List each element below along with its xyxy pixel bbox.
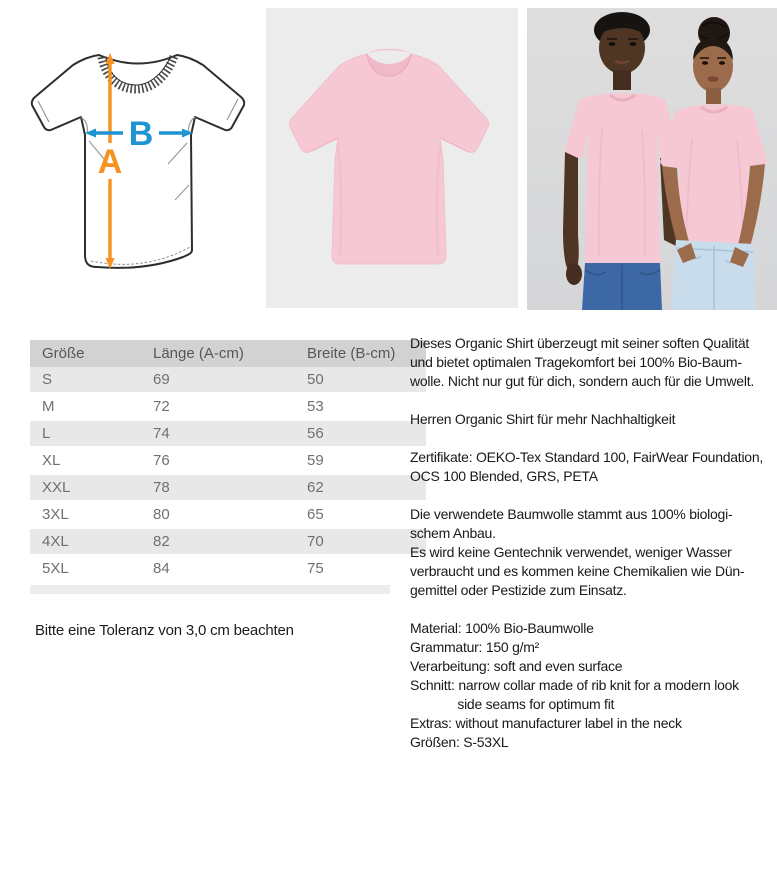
description-line: Die verwendete Baumwolle stammt aus 100% biologi-	[410, 506, 733, 522]
description-line: side seams for optimum fit	[410, 696, 615, 712]
description-line: schem Anbau.	[410, 525, 496, 541]
size-table-body	[30, 367, 426, 582]
length-cell: 72	[141, 393, 295, 420]
description-line: Größen: S-53XL	[410, 734, 509, 750]
male-eye-right	[630, 42, 637, 46]
size-row-4xl	[30, 528, 426, 555]
width-cell: 53	[295, 393, 426, 420]
description-paragraph	[410, 448, 777, 486]
size-cell: S	[30, 367, 141, 393]
size-cell: 3XL	[30, 501, 141, 528]
size-cell: XXL	[30, 474, 141, 501]
description-paragraph	[410, 505, 777, 600]
size-cell: M	[30, 393, 141, 420]
length-cell: 74	[141, 420, 295, 447]
length-label-a: A	[97, 143, 123, 181]
size-cell: L	[30, 420, 141, 447]
description-line: gemittel oder Pestizide zum Einsatz.	[410, 582, 627, 598]
description-line: verbraucht und es kommen keine Chemikalien wie Dün-	[410, 563, 745, 579]
models-photo	[527, 8, 777, 310]
width-cell: 56	[295, 420, 426, 447]
column-header-size: Größe	[30, 340, 141, 367]
size-row-xl	[30, 447, 426, 474]
length-cell: 76	[141, 447, 295, 474]
size-table-header-row	[30, 340, 426, 367]
length-cell: 69	[141, 367, 295, 393]
female-eye-left	[702, 61, 708, 65]
tshirt-measurement-diagram	[15, 45, 260, 275]
size-table-section	[30, 340, 396, 583]
description-paragraph	[410, 619, 777, 752]
description-line: und bietet optimalen Tragekomfort bei 100% Bio-Baum-	[410, 354, 742, 370]
male-neck	[613, 70, 631, 90]
flat-shirt-silhouette	[289, 54, 488, 264]
description-line: Dieses Organic Shirt überzeugt mit seiner soften Qualität	[410, 335, 750, 351]
female-lips	[708, 76, 719, 82]
size-row-l	[30, 420, 426, 447]
size-table	[30, 340, 426, 583]
width-cell: 75	[295, 555, 426, 582]
description-line: wolle. Nicht nur gut für dich, sondern auch für die Umwelt.	[410, 373, 754, 389]
pink-shirt-flat-graphic	[266, 8, 518, 308]
measurement-diagram-panel	[15, 45, 260, 275]
length-cell: 78	[141, 474, 295, 501]
length-cell: 80	[141, 501, 295, 528]
description-line: Extras: without manufacturer label in the neck	[410, 715, 682, 731]
description-line: Es wird keine Gentechnik verwendet, weniger Wasser	[410, 544, 732, 560]
flat-shirt-back-collar	[367, 49, 411, 54]
length-cell: 84	[141, 555, 295, 582]
table-footer-strip	[30, 585, 390, 594]
description-paragraph	[410, 334, 777, 391]
male-eye-left	[609, 42, 616, 46]
width-cell: 70	[295, 528, 426, 555]
description-line: Zertifikate: OEKO-Tex Standard 100, FairWear Foundation,	[410, 449, 764, 465]
description-paragraph	[410, 410, 777, 429]
pink-shirt-flat	[289, 49, 488, 264]
column-header-length: Länge (A-cm)	[141, 340, 295, 367]
description-line: Schnitt: narrow collar made of rib knit for a modern look	[410, 677, 739, 693]
column-header-width: Breite (B-cm)	[295, 340, 426, 367]
size-cell: 4XL	[30, 528, 141, 555]
description-line: Material: 100% Bio-Baumwolle	[410, 620, 594, 636]
size-row-5xl	[30, 555, 426, 582]
width-cell: 59	[295, 447, 426, 474]
size-row-s	[30, 367, 426, 393]
female-neck	[706, 88, 721, 104]
male-hand	[566, 263, 582, 285]
product-description	[410, 334, 777, 771]
female-eye-right	[719, 61, 725, 65]
size-cell: 5XL	[30, 555, 141, 582]
size-cell: XL	[30, 447, 141, 474]
description-line: OCS 100 Blended, GRS, PETA	[410, 468, 598, 484]
description-line: Herren Organic Shirt für mehr Nachhaltigkeit	[410, 411, 676, 427]
description-line: Grammatur: 150 g/m²	[410, 639, 540, 655]
width-cell: 65	[295, 501, 426, 528]
width-label-b: B	[128, 115, 154, 153]
tolerance-note: Bitte eine Toleranz von 3,0 cm beachten	[35, 622, 294, 639]
description-line: Verarbeitung: soft and even surface	[410, 658, 623, 674]
size-row-xxl	[30, 474, 426, 501]
male-left-arm	[563, 152, 579, 276]
models-photo-graphic	[527, 8, 777, 310]
length-cell: 82	[141, 528, 295, 555]
flat-lay-product-photo	[266, 8, 518, 308]
tshirt-outline	[32, 55, 244, 268]
width-cell: 62	[295, 474, 426, 501]
size-row-m	[30, 393, 426, 420]
width-cell: 50	[295, 367, 426, 393]
size-row-3xl	[30, 501, 426, 528]
